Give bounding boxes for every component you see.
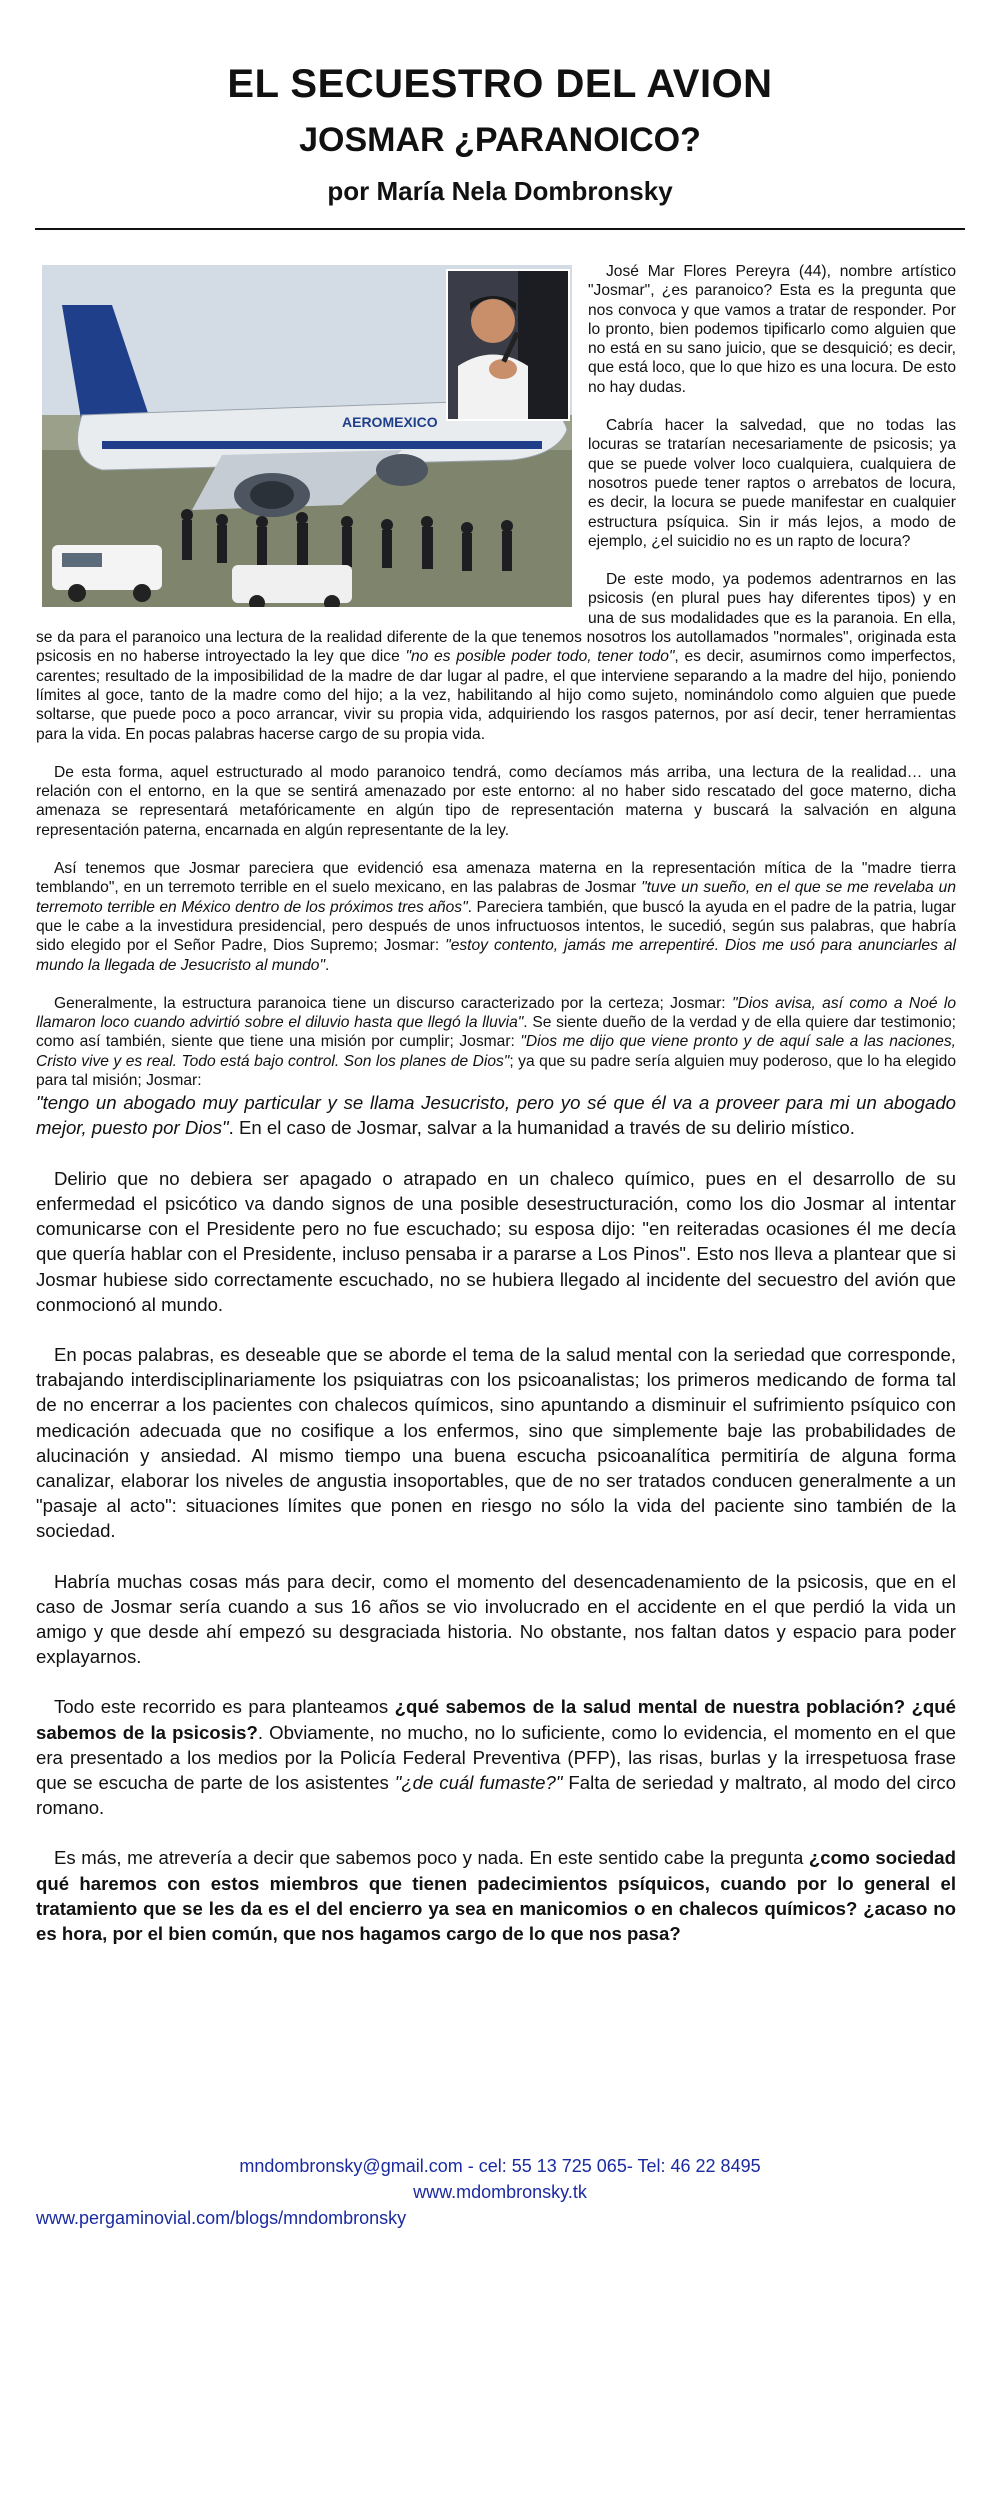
blog-link[interactable]: www.pergaminovial.com/blogs/mndombronsky	[36, 2208, 407, 2228]
paragraph-11-text-a: Es más, me atrevería a decir que sabemos poco y nada. En este sentido cabe la pregunta	[54, 1847, 809, 1869]
paragraph-10-text-c: Falta de seriedad y maltrato, al modo del circo romano.	[36, 1771, 956, 1819]
paragraph-3-text-b: , es decir, asumirnos como imperfectos, carentes; resultado de la imposibilidad de la madre de dar lugar al padre, el que interviene separando a la madre del hijo, poniendo límites al goce, tanto de la madre como del hijo; a la vez, habilitando al hijo como sujeto, nominándolo como alguien que puede soltarse, que puede poco a poco arrancar, vivir su propia vida, adquiriendo los rasgos paternos, por así decir, tener herramientas para la vida. En pocas palabras hacerse cargo de su propia vida.	[36, 648, 956, 743]
article-section-small	[36, 262, 956, 1090]
paragraph-7: Delirio que no debiera ser apagado o atrapado en un chaleco químico, pues en el desarrollo de su enfermedad el psicótico va dando signos de una posible desestructuración, como los dio Josmar al intentar comunicarse con el Presidente pero no fue escuchado; su esposa dijo: "en reiteradas ocasiones él me decía que quería hablar con el Presidente, incluso pensaba ir a pararse a Los Pinos". Esto nos lleva a plantear que si Josmar hubiese sido correctamente escuchado, no se hubiera llegado al incidente del secuestro del avión que conmocionó al mundo.	[36, 1167, 956, 1315]
paragraph-6-quote-2: "Dios me dijo que viene pronto y de aquí sale a las naciones, Cristo vive y es real. Todo está bajo control. Son los planes de Dios"	[36, 1033, 956, 1070]
paragraph-10-bold-question: ¿qué sabemos de la salud mental de nuestra población? ¿qué sabemos de la psicosis?	[36, 1696, 956, 1743]
paragraph-8: En pocas palabras, es deseable que se aborde el tema de la salud mental con la seriedad que corresponde, trabajando interdisciplinariamente los psiquiatras con los psicoanalistas; los primeros medicando de forma tal de no encerrar a los pacientes con chalecos químicos, sino apuntando a disminuir el sufrimiento psíquico con medicación adecuada que no cosifique a los enfermos, sino que simplemente baje las probabilidades de alucinación y ansiedad. Al mismo tiempo una buena escucha psicoanalítica permitiría de alguna forma canalizar, elaborar los niveles de angustia insoportables, que de no ser tratados conducen generalmente a un "pasaje al acto": situaciones límites que ponen en riesgo no sólo la vida del paciente sino también de la sociedad.	[36, 1343, 956, 1542]
paragraph-5-text-c: .	[325, 956, 330, 974]
article-section-large	[36, 1090, 956, 1946]
contact-line[interactable]: mndombronsky@gmail.com - cel: 55 13 725 065- Tel: 46 22 8495	[239, 2156, 761, 2176]
paragraph-5-text-a: Así tenemos que Josmar pareciera que evidenció esa amenaza materna en la representación mítica de la "madre tierra temblando", en un terremoto terrible en el suelo mexicano, en las palabras de Josmar	[36, 860, 956, 897]
paragraph-1: José Mar Flores Pereyra (44), nombre artístico "Josmar", ¿es paranoico? Esta es la pregunta que nos convoca y que vamos a tratar de responder. Por lo pronto, bien podemos tipificarlo como alguien que no está en su sano juicio, que se desquició; es decir, que está loco, que lo que hizo es una locura. De esto no hay dudas.	[588, 263, 956, 396]
paragraph-6-text-a: Generalmente, la estructura paranoica tiene un discurso caracterizado por la certeza; Josmar:	[54, 994, 732, 1012]
paragraph-11	[36, 1845, 956, 1946]
paragraph-4: De esta forma, aquel estructurado al modo paranoico tendrá, como decíamos más arriba, una lectura de la realidad… una relación con el entorno, en la que se sentirá amenazado por este entorno: al no haber sido rescatado del goce materno, dicha amenaza se representará metafóricamente en algún tipo de representación materna y buscará la salvación en alguna representación paterna, encarnada en algún representante de la ley.	[36, 763, 956, 839]
website-link[interactable]: www.mdombronsky.tk	[413, 2182, 587, 2202]
paragraph-3-text-a: De este modo, ya podemos adentrarnos en las psicosis (en plural pues hay diferentes tipos) y en una de sus modalidades que es la paranoia. En ella, se da para el paranoico una lectura de la realidad diferente de la que tenemos nosotros los autollamados "normales", originada esta psicosis en no haberse introyectado la ley que dice	[36, 571, 956, 666]
header-divider	[35, 228, 965, 230]
paragraph-10-text-a: Todo este recorrido es para planteamos	[54, 1696, 395, 1718]
paragraph-11-bold-question: ¿como sociedad qué haremos con estos miembros que tienen padecimientos psíquicos, cuando por lo general el tratamiento que se les da es el del encierro ya sea en manicomios o en chalecos químicos? ¿acaso no es hora, por el bien común, que nos hagamos cargo de lo que nos pasa?	[36, 1847, 956, 1944]
paragraph-10-quote: "¿de cuál fumaste?"	[394, 1771, 563, 1793]
paragraph-6-quote-1: "Dios avisa, así como a Noé lo llamaron loco cuando advirtió sobre el diluvio hasta que llegó la lluvia"	[36, 994, 956, 1032]
paragraph-6-continued	[36, 1090, 956, 1140]
contact-footer	[0, 2153, 1000, 2231]
paragraph-10	[36, 1694, 956, 1820]
paragraph-6-text-d: . En el caso de Josmar, salvar a la humanidad a través de su delirio místico.	[228, 1117, 855, 1139]
paragraph-3-quote: "no es posible poder todo, tener todo"	[405, 648, 675, 666]
airplane-photo	[42, 265, 572, 607]
airline-logo-text: AEROMEXICO	[342, 414, 438, 430]
paragraph-2: Cabría hacer la salvedad, que no todas las locuras se tratarían necesariamente de psicosis; ya que se puede volver loco cualquiera, cualquiera de nosotros puede tener raptos o arrebatos de locura, es decir, la locura se puede manifestar en cualquier estructura psíquica. Sin ir más lejos, a modo de ejemplo, ¿el suicidio no es un rapto de locura?	[588, 417, 956, 550]
paragraph-5-quote-2: "estoy contento, jamás me arrepentiré. Dios me usó para anunciarles al mundo la llegada de Jesucristo al mundo"	[36, 937, 956, 974]
article-title-line2: JOSMAR ¿PARANOICO?	[299, 121, 701, 159]
paragraph-6-text-c: ; ya que su padre sería alguien muy poderoso, que lo ha elegido para tal misión; Josmar:	[36, 1052, 956, 1089]
paragraph-5	[36, 859, 956, 975]
paragraph-5-quote-1: "tuve un sueño, en el que se me revelaba un terremoto terrible en México dentro de los próximos tres años"	[36, 879, 956, 916]
paragraph-9: Habría muchas cosas más para decir, como el momento del desencadenamiento de la psicosis, que en el caso de Josmar sería cuando a sus 16 años se vio involucrado en el accidente en el que perdió la vida un amigo y que desde ahí empezó su desgraciada historia. No obstante, nos faltan datos y espacio para poder explayarnos.	[36, 1570, 956, 1668]
paragraph-6	[36, 994, 956, 1090]
paragraph-6-text-b: . Se siente dueño de la verdad y de ella quiere dar testimonio; como así también, siente que tiene una misión por cumplir; Josmar:	[36, 1014, 956, 1051]
article-title-line1: EL SECUESTRO DEL AVION	[227, 62, 773, 106]
article-body	[36, 262, 956, 1946]
josmar-portrait-inset	[446, 269, 570, 421]
paragraph-6-quote-3: "tengo un abogado muy particular y se llama Jesucristo, pero yo sé que él va a proveer para mi un abogado mejor, puesto por Dios"	[36, 1092, 956, 1139]
paragraph-10-text-b: . Obviamente, no mucho, no lo suficiente, como lo evidencia, el momento en el que era presentado a los medios por la Policía Federal Preventiva (PFP), las risas, burlas y la irrespetuosa frase que se escucha de parte de los asistentes	[36, 1721, 956, 1793]
paragraph-5-text-b: . Pareciera también, que buscó la ayuda en el padre de la patria, lugar que le cabe a la investidura presidencial, pero después de unos infructuosos intentos, le sucedió, según sus palabras, que habría sido elegido por el Señor Padre, Dios Supremo; Josmar:	[36, 898, 956, 955]
author-byline: por María Nela Dombronsky	[327, 176, 673, 206]
